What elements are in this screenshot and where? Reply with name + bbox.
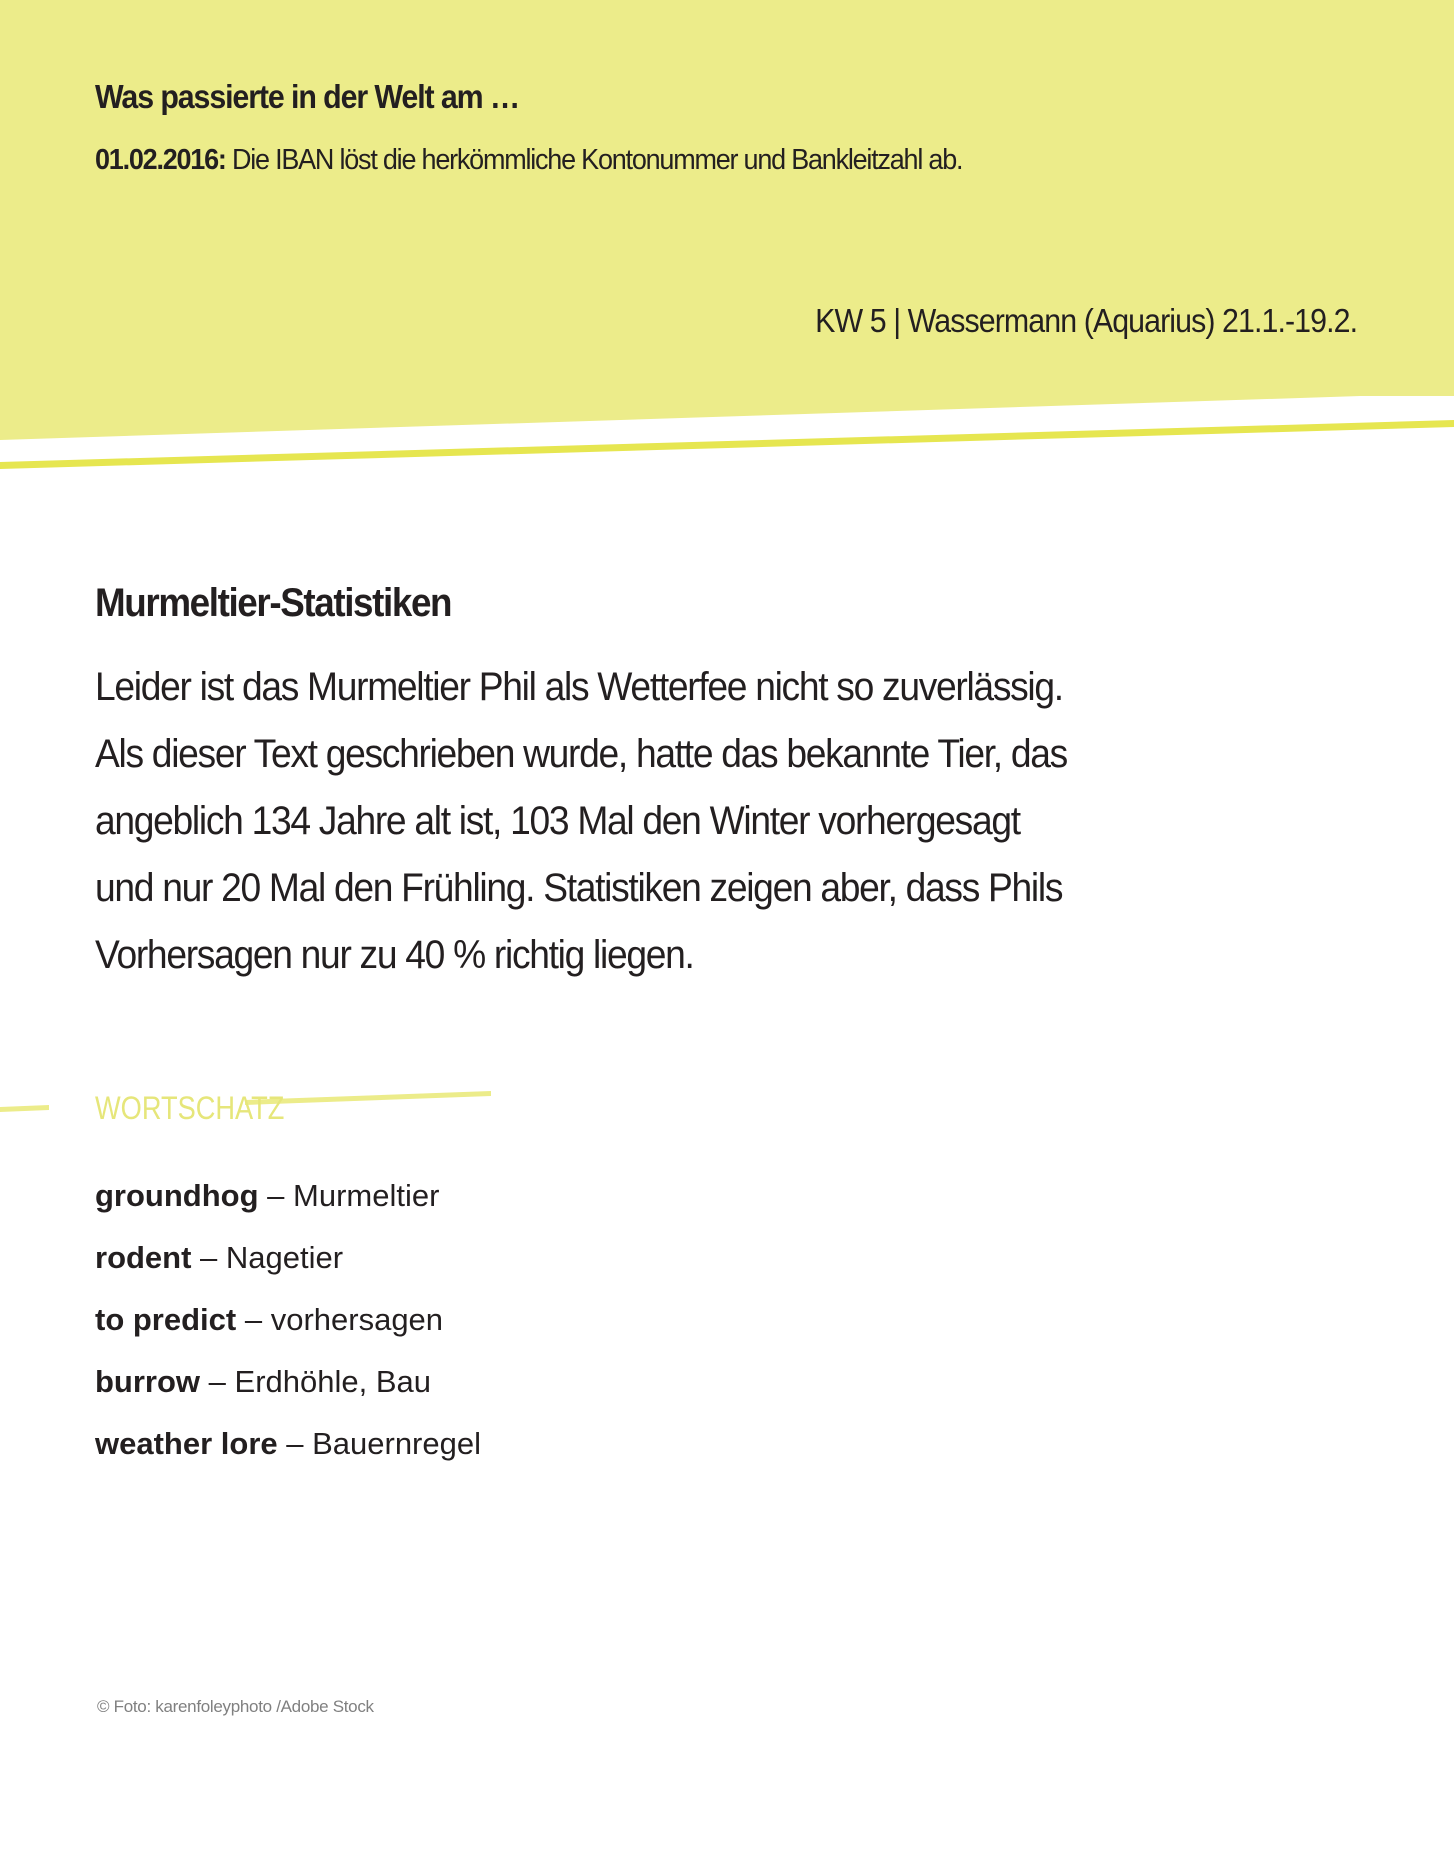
event-date: 01.02.2016: <box>95 144 226 176</box>
vocab-sep: – <box>277 1426 313 1461</box>
vocab-translation: Nagetier <box>225 1240 344 1275</box>
vocab-item <box>95 1234 481 1296</box>
vocab-item <box>95 1420 481 1482</box>
vocab-item <box>95 1172 481 1234</box>
vocab-term: weather lore <box>95 1426 278 1461</box>
vocab-translation: vorhersagen <box>270 1302 444 1337</box>
vocab-translation: Bauernregel <box>312 1426 481 1461</box>
article-line: Leider ist das Murmeltier Phil als Wetterfee nicht so zuverlässig. <box>95 665 1063 709</box>
vocab-translation: Erdhöhle, Bau <box>234 1364 432 1399</box>
vocab-term: burrow <box>95 1364 201 1399</box>
photo-credit: © Foto: karenfoleyphoto /Adobe Stock <box>97 1697 374 1716</box>
vocab-item <box>95 1358 481 1420</box>
article-line: Als dieser Text geschrieben wurde, hatte das bekannte Tier, das <box>95 732 1067 776</box>
vocab-translation: Murmeltier <box>293 1178 440 1213</box>
decorative-stripes <box>0 380 1454 480</box>
event-text: Die IBAN löst die herkömmliche Kontonummer und Bankleitzahl ab. <box>225 144 963 176</box>
banner-title: Was passierte in der Welt am … <box>95 78 520 115</box>
week-zodiac-line: KW 5 | Wassermann (Aquarius) 21.1.-19.2. <box>815 302 1357 339</box>
article-line: Vorhersagen nur zu 40 % richtig liegen. <box>95 933 694 977</box>
event-line <box>95 144 962 177</box>
article-line: und nur 20 Mal den Frühling. Statistiken zeigen aber, dass Phils <box>95 866 1063 910</box>
article-line: angeblich 134 Jahre alt ist, 103 Mal den Winter vorhergesagt <box>95 799 1020 843</box>
vocab-item <box>95 1296 481 1358</box>
vocab-term: groundhog <box>95 1178 259 1213</box>
vocab-heading: WORTSCHATZ <box>95 1090 285 1126</box>
vocab-sep: – <box>191 1240 226 1275</box>
vocab-sep: – <box>200 1364 235 1399</box>
vocab-term: to predict <box>95 1302 237 1337</box>
vocab-term: rodent <box>95 1240 192 1275</box>
vocab-sep: – <box>236 1302 271 1337</box>
article-body <box>95 654 1415 989</box>
vocab-sep: – <box>258 1178 294 1213</box>
article-title: Murmeltier-Statistiken <box>95 581 452 625</box>
vocab-list <box>95 1172 481 1482</box>
